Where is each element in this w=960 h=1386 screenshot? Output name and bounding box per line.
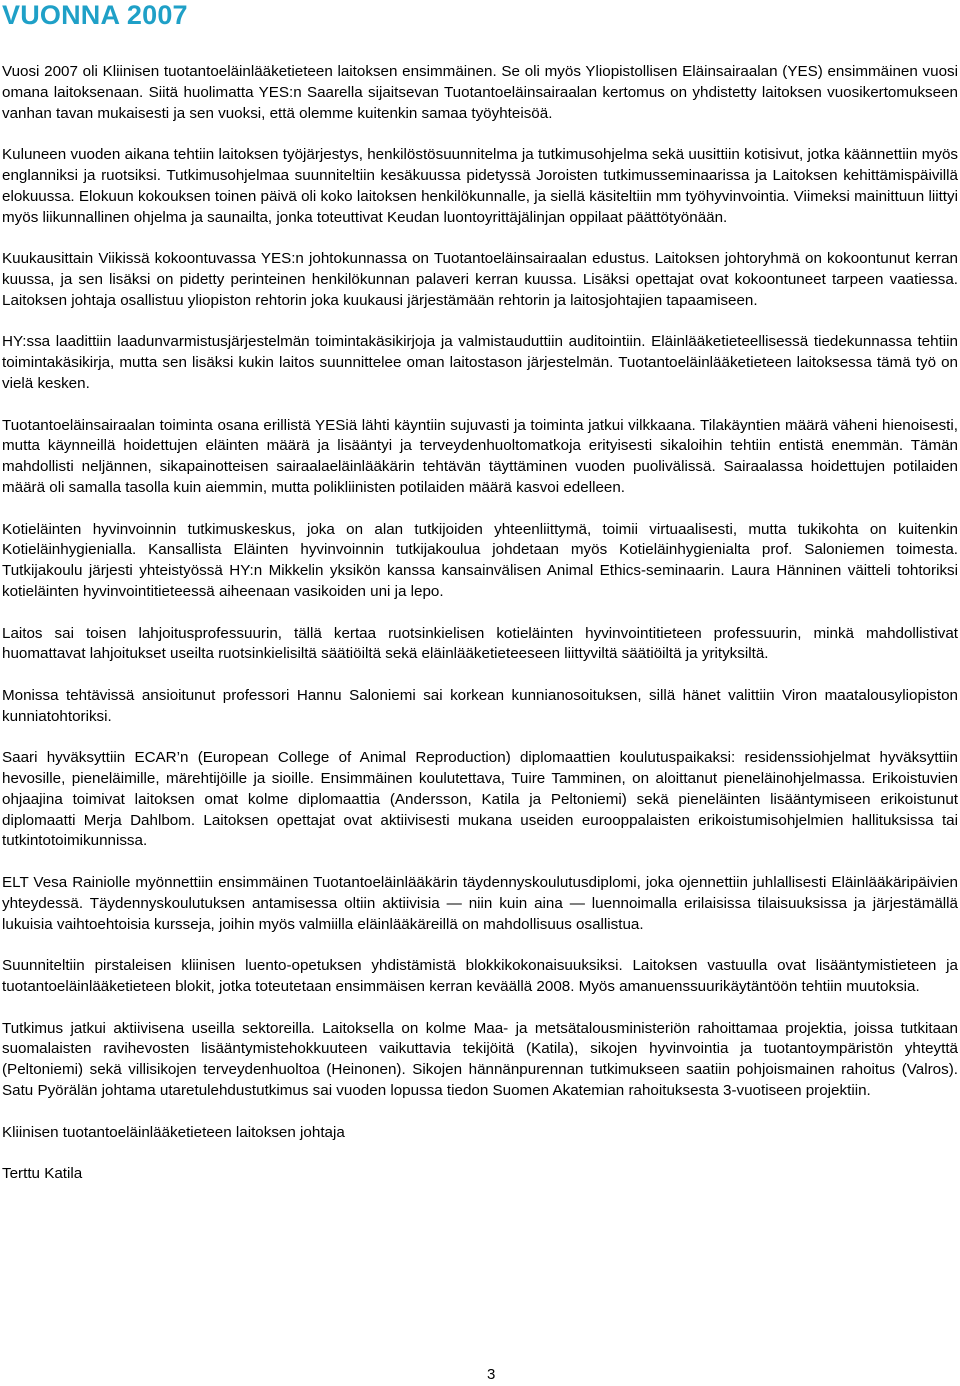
page-number-value: 3: [487, 1366, 496, 1383]
paragraph-teaching-blocks: Suunniteltiin pirstaleisen kliinisen luento-opetuksen yhdistämistä blokkikokonaisuuksiksi. Laitoksen vastuulla ovat lisääntymistieteen ja tuotantoeläinlääketieteen blokit, jotka toteutetaan ensimmäisen kerran keväällä 2008. Myös amanuenssuurikäytäntöön tehtiin muutoksia.: [2, 957, 958, 996]
paragraph-intro: Vuosi 2007 oli Kliinisen tuotantoeläinlääketieteen laitoksen ensimmäinen. Se oli myös Yliopistollisen Eläinsairaalan (YES) ensimmäinen vuosi omana laitoksenaan. Siitä huolimatta YES:n Saarella sijaitsevan Tuotantoeläinsairaalan kertomus on yhdistetty laitoksen vuosikertomukseen vanhan tavan mukaisesti ja sen vuoksi, että olemme kuitenkin samaa työyhteisöä.: [2, 63, 958, 122]
document-title: VUONNA 2007: [2, 0, 188, 30]
paragraph-ecar: Saari hyväksyttiin ECAR’n (European College of Animal Reproduction) diplomaattien koulutuspaikaksi: residenssiohjelmat hyväksyttiin hevosille, pieneläimille, märehtijöille ja sioille. Ensimmäinen koulutettava, Tuire Tamminen, on aloittanut pieneläinohjelmassa. Erikoistuvien ohjaajina toimivat laitoksen omat kolme diplomaattia (Andersson, Katila ja Peltoniemi) sekä pieneläinten lisääntymiseen erikoistunut diplomaatti Merja Dahlbom. Laitoksen opettajat ovat aktiivisesti mukana useiden eurooppalaisten erikoistumisohjelmien hallituksissa tai tutkintotoimikunnissa.: [2, 749, 958, 850]
paragraph-quality: HY:ssa laadittiin laadunvarmistusjärjestelmän toimintakäsikirjoja ja valmistauduttiin auditointiin. Eläinlääketieteellisessä tiedekunnassa tehtiin toimintakäsikirja, mutta sen lisäksi kukin laitos suunnittelee oman laitostason järjestelmän. Tuotantoeläinlääketieteen laitoksessa tämä työ on vielä kesken.: [2, 333, 958, 392]
paragraph-honorary-doctorate: Monissa tehtävissä ansioitunut professori Hannu Saloniemi sai korkean kunnianosoituksen, sillä hänet valittiin Viron maatalousyliopiston kunniatohtoriksi.: [2, 686, 958, 725]
paragraph-professorship: Laitos sai toisen lahjoitusprofessuurin, tällä kertaa ruotsinkielisen kotieläinten hyvinvointitieteen professuurin, minkä mahdollistivat huomattavat lahjoitukset useilta ruotsinkielisiltä säätiöiltä sekä eläinlääketieteeseen liittyviltä säätiöiltä ja yrityksiltä.: [2, 624, 958, 663]
paragraph-continuing-education: ELT Vesa Rainiolle myönnettiin ensimmäinen Tuotantoeläinlääkärin täydennyskoulutusdiplomi, joka ojennettiin juhlallisesti Eläinlääkäripäivien yhteydessä. Täydennyskoulutuksen antamisessa oltiin aktiivisia — niin kuin aina — luennoimalla erilaisissa tilaisuuksissa ja järjestämällä lukuisia vaihtoehtoisia kursseja, joihin myös valmiilla eläinlääkäreillä on mahdollisuus osallistua.: [2, 874, 958, 933]
document-body: [2, 62, 958, 1185]
signature-name: Terttu Katila: [2, 1165, 83, 1183]
paragraph-meetings: Kuukausittain Viikissä kokoontuvassa YES:n johtokunnassa on Tuotantoeläinsairaalan edustus. Laitoksen johtoryhmä on kokoontunut kerran kuussa, ja sen lisäksi on pidetty perinteinen henkilökunnan palaveri kerran kuussa. Lisäksi opettajat ovat kokoontuneet tarpeen vaatiessa. Laitoksen johtaja osallistuu yliopiston rehtorin joka kuukausi järjestämään rehtorin ja laitosjohtajien tapaamiseen.: [2, 250, 958, 309]
signature-role: Kliinisen tuotantoeläinlääketieteen laitoksen johtaja: [2, 1123, 345, 1141]
paragraph-research: Tutkimus jatkui aktiivisena useilla sektoreilla. Laitoksella on kolme Maa- ja metsätalousministeriön rahoittamaa projektia, joissa tutkitaan suomalaisten ravihevosten lisääntymistehokkuuteen vaikuttavia tekijöitä (Katila), sikojen hyvinvointia ja tuotantoympäristön yhteyttä (Peltoniemi) sekä villisikojen terveydenhuoltoa (Heinonen). Sikojen hännänpurennan tutkimukseen saatiin pohjoismainen rahoitus (Valros). Satu Pyörälän johtama utaretulehdustutkimus sai vuoden lopussa tiedon Suomen Akatemian rahoituksesta 3-vuotiseen projektiin.: [2, 1019, 958, 1100]
paragraph-work-order: Kuluneen vuoden aikana tehtiin laitoksen työjärjestys, henkilöstösuunnitelma ja tutkimusohjelma sekä uusittiin kotisivut, jotka käännettiin myös englanniksi ja ruotsiksi. Tutkimusohjelmaa suunniteltiin kesäkuussa pidetyssä Joroisten tutkimusseminaarissa ja Laitoksen kehittämispäivillä elokuussa. Elokuun kokouksen toinen päivä oli koko laitoksen henkilökunnalle, ja siellä käsiteltiin mm työhyvinvointia. Viimeksi mainittuun liittyi myös liikunnallinen ohjelma ja saunailta, jonka toteuttivat Keudan luontoyrittäjälinjan oppilaat päättötyönään.: [2, 146, 958, 226]
paragraph-hospital: Tuotantoeläinsairaalan toiminta osana erillistä YESiä lähti käyntiin sujuvasti ja toiminta jatkui vilkkaana. Tilakäyntien määrä väheni hienoisesti, mutta käynneillä hoidettujen eläinten määrä ja lisääntyi ja terveydenhuoltomatkoja erityisesti sikaloihin tehtiin entistä enemmän. Tämän mahdollisti neljännen, sikapainotteisen sairaalaeläinlääkärin tehtävän täyttäminen vuoden puolivälissä. Sairaalassa hoidettujen potilaiden määrä oli samalla tasolla kuin aiemmin, mutta polikliinisten potilaiden määrä kasvoi edelleen.: [2, 416, 958, 496]
paragraph-welfare-center: Kotieläinten hyvinvoinnin tutkimuskeskus, joka on alan tutkijoiden yhteenliittymä, toimii virtuaalisesti, mutta tukikohta on kuitenkin Kotieläinhygienialla. Kansallista Eläinten hyvinvoinnin tutkijakoulua johdetaan myös Kotieläinhygienialta prof. Saloniemen toimesta. Tutkijakoulu järjesti yhteistyössä HY:n Mikkelin yksikön kanssa kansainvälisen Animal Ethics-seminaarin. Laura Hänninen väitteli tohtoriksi kotieläinten hyvinvointitieteessä aiheenaan vasikoiden uni ja lepo.: [2, 520, 958, 600]
